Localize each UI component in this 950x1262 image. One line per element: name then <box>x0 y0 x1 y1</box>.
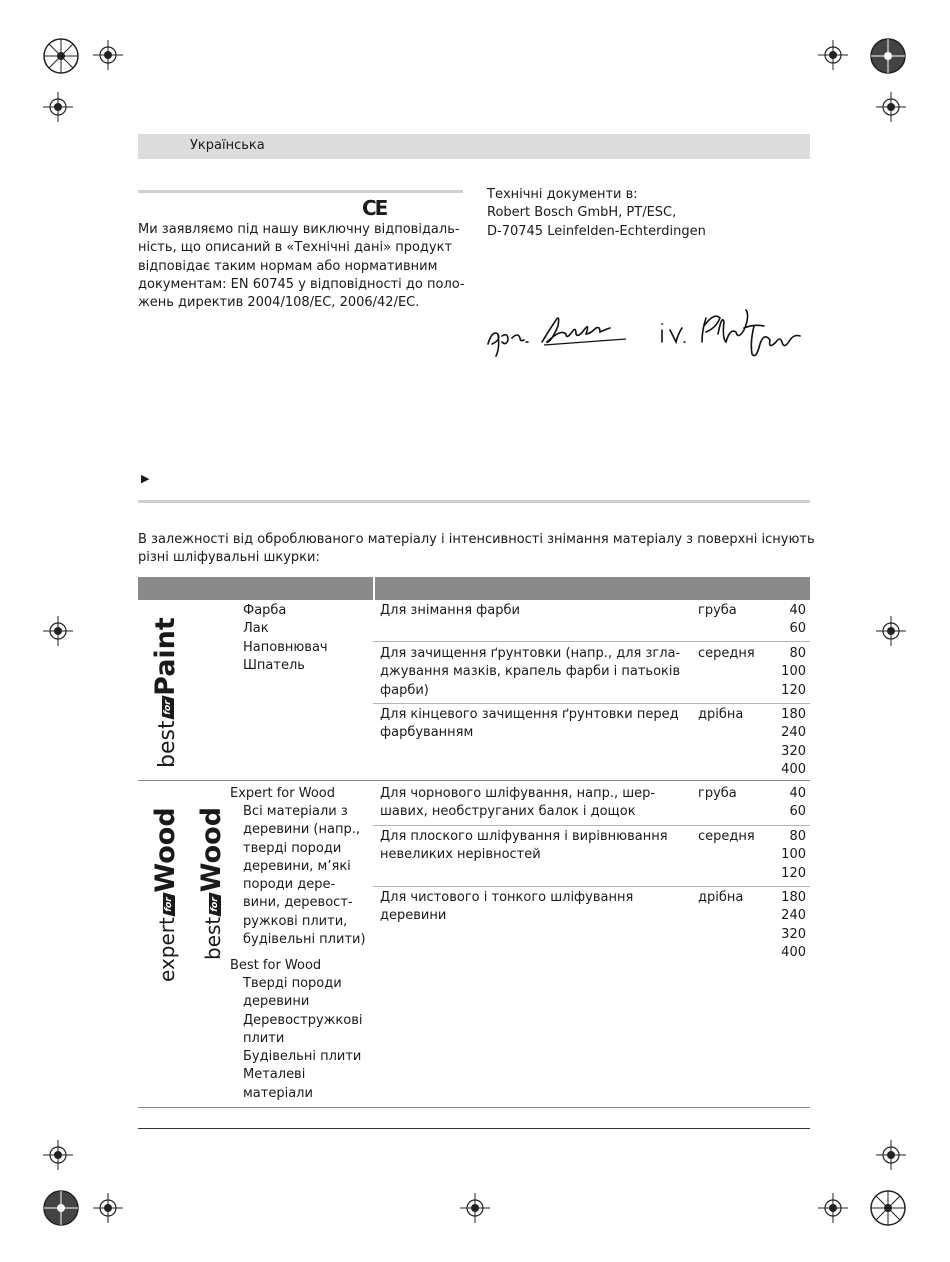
table-row-application <box>380 828 690 865</box>
declaration-line: документам: EN 60745 у відповідності до поло- <box>138 276 465 292</box>
grit-value: 400 <box>781 944 806 960</box>
brand-big-text: Wood <box>150 807 181 893</box>
crosshair-icon <box>876 1140 906 1170</box>
material-item: деревини, м’які <box>243 858 351 874</box>
application-line: деревини <box>380 908 447 924</box>
registration-mark-icon <box>41 36 81 76</box>
group-divider <box>138 780 810 781</box>
crosshair-icon <box>43 1140 73 1170</box>
table-bottom-rule <box>138 1107 810 1108</box>
table-row-application <box>380 889 690 926</box>
crosshair-icon <box>876 616 906 646</box>
registration-mark-icon <box>868 1188 908 1228</box>
grit-value: 400 <box>781 761 806 777</box>
expert-wood-materials <box>243 803 366 949</box>
grain-label: груба <box>698 786 737 801</box>
grit-value: 120 <box>781 865 806 881</box>
signature-1 <box>484 300 639 360</box>
language-label: Українська <box>190 138 265 153</box>
brand-big-text: Paint <box>150 617 181 696</box>
brand-big-text: Wood <box>196 806 227 893</box>
section-rule <box>138 500 810 503</box>
application-line: Для чорнового шліфування, напр., шер- <box>380 786 656 801</box>
paint-materials <box>243 602 328 675</box>
ce-mark-icon: CE <box>362 196 387 220</box>
grain-label: середня <box>698 646 755 661</box>
best-for-wood-logo <box>196 807 227 960</box>
best-wood-title: Best for Wood <box>230 958 322 973</box>
material-item: ружкові плити, <box>243 913 348 929</box>
brand-for-badge: for <box>162 696 174 720</box>
signature-2 <box>656 300 816 360</box>
crosshair-icon <box>876 92 906 122</box>
material-item: матеріали <box>243 1085 313 1101</box>
material-item: Будівельні плити <box>243 1049 362 1065</box>
application-line: невеликих нерівностей <box>380 847 541 863</box>
grit-sizes <box>766 889 806 962</box>
grit-value: 80 <box>789 646 806 661</box>
material-item: Лак <box>243 621 269 637</box>
grain-label: дрібна <box>698 890 744 905</box>
material-item: тверді породи <box>243 840 342 856</box>
application-line: фарби) <box>380 682 429 698</box>
crosshair-icon <box>93 1193 123 1223</box>
crosshair-icon <box>43 92 73 122</box>
material-item: Тверді породи <box>243 976 342 991</box>
grit-sizes <box>766 828 806 883</box>
table-row-application <box>380 706 690 743</box>
table-header-divider <box>373 577 375 600</box>
ce-section-rule <box>138 190 463 193</box>
grit-value: 100 <box>781 847 806 863</box>
grit-value: 240 <box>781 908 806 924</box>
table-row-application <box>380 785 690 822</box>
grit-value: 80 <box>789 829 806 844</box>
application-line: шавих, необструганих балок і дощок <box>380 804 636 820</box>
brand-for-badge: for <box>163 893 175 917</box>
grit-value: 60 <box>789 804 806 820</box>
brand-small-text: best <box>201 916 225 960</box>
material-item: породи дере- <box>243 877 336 893</box>
brand-small-text: best <box>155 720 180 768</box>
grit-value: 120 <box>781 682 806 698</box>
declaration-text <box>138 221 468 312</box>
intro-line: різні шліфувальні шкурки: <box>138 550 320 566</box>
registration-mark-icon <box>41 1188 81 1228</box>
declaration-line: жень директив 2004/108/EC, 2006/42/EC. <box>138 295 420 311</box>
grain-label: середня <box>698 829 755 844</box>
declaration-line: ність, що описаний в «Технічні дані» продукт <box>138 240 453 256</box>
application-line: Для чистового і тонкого шліфування <box>380 890 634 905</box>
row-divider <box>373 825 810 826</box>
material-item: будівельні плити) <box>243 932 366 948</box>
techdoc-line: Технічні документи в: <box>487 187 638 202</box>
registration-mark-icon <box>868 36 908 76</box>
crosshair-icon <box>43 616 73 646</box>
best-wood-materials <box>243 975 362 1103</box>
row-divider <box>373 641 810 642</box>
grit-sizes <box>766 602 806 639</box>
application-line: Для знімання фарби <box>380 603 520 618</box>
grain-label: дрібна <box>698 707 744 722</box>
grit-value: 60 <box>789 621 806 637</box>
table-header <box>138 577 810 600</box>
page-bottom-rule <box>138 1128 810 1129</box>
application-line: Для плоского шліфування і вирівнювання <box>380 829 668 844</box>
row-divider <box>373 886 810 887</box>
section-arrow-icon: ▶ <box>141 472 150 485</box>
expert-for-wood-logo <box>150 807 181 982</box>
application-line: джування мазків, крапель фарби і патьоків <box>380 664 681 680</box>
best-for-paint-logo <box>150 617 181 768</box>
intro-text <box>138 531 818 568</box>
application-line: Для кінцевого зачищення ґрунтовки перед <box>380 707 679 722</box>
grit-value: 240 <box>781 725 806 741</box>
crosshair-icon <box>93 40 123 70</box>
grit-value: 100 <box>781 664 806 680</box>
techdoc-line: D-70745 Leinfelden-Echterdingen <box>487 223 706 239</box>
grit-value: 40 <box>789 786 806 801</box>
table-row-application <box>380 602 690 620</box>
grit-value: 320 <box>781 743 806 759</box>
grit-value: 180 <box>781 707 806 722</box>
intro-line: В залежності від оброблюваного матеріалу і інтенсивності знімання матеріалу з поверхні існують <box>138 532 815 547</box>
material-item: Всі матеріали з <box>243 804 348 819</box>
brand-for-badge: for <box>209 893 221 917</box>
technical-documents-text <box>487 186 817 241</box>
grain-label: груба <box>698 603 737 618</box>
grit-value: 320 <box>781 926 806 942</box>
declaration-line: Ми заявляємо під нашу виключну відповідаль- <box>138 222 460 237</box>
material-item: деревини (напр., <box>243 822 360 838</box>
material-item: Деревостружкові <box>243 1012 363 1028</box>
crosshair-icon <box>818 1193 848 1223</box>
application-line: Для зачищення ґрунтовки (напр., для згла- <box>380 646 681 661</box>
grit-sizes <box>766 785 806 822</box>
material-item: вини, деревост- <box>243 895 353 911</box>
grit-sizes <box>766 706 806 779</box>
techdoc-line: Robert Bosch GmbH, PT/ESC, <box>487 205 677 221</box>
material-item: плити <box>243 1030 285 1046</box>
grit-value: 180 <box>781 890 806 905</box>
crosshair-icon <box>460 1193 490 1223</box>
application-line: фарбуванням <box>380 725 474 741</box>
material-item: Металеві <box>243 1067 306 1083</box>
row-divider <box>373 703 810 704</box>
material-item: Фарба <box>243 603 287 618</box>
declaration-line: відповідає таким нормам або нормативним <box>138 258 438 274</box>
expert-wood-title: Expert for Wood <box>230 786 335 801</box>
grit-value: 40 <box>789 603 806 618</box>
table-row-application <box>380 645 690 700</box>
brand-small-text: expert <box>155 917 179 982</box>
grit-sizes <box>766 645 806 700</box>
material-item: Шпатель <box>243 657 305 673</box>
material-item: деревини <box>243 994 310 1010</box>
material-item: Наповнювач <box>243 639 328 655</box>
crosshair-icon <box>818 40 848 70</box>
